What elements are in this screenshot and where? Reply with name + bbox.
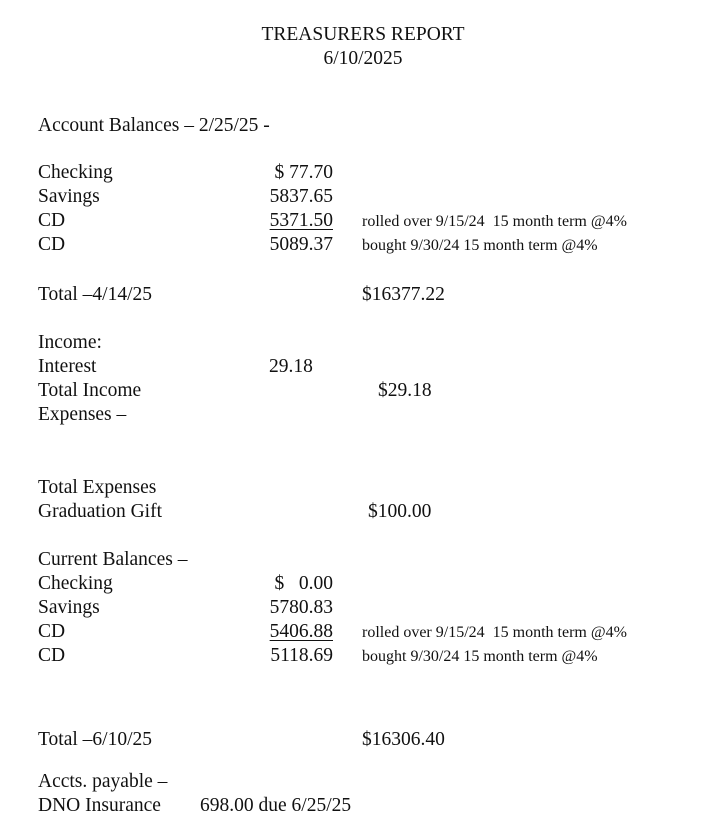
account-row-label: Savings: [38, 186, 100, 207]
current-row-amount: $ 0.00: [274, 573, 333, 594]
current-total-label: Total –6/10/25: [38, 729, 153, 750]
account-row-amount: 5371.50: [269, 210, 333, 231]
graduation-gift-value: $100.00: [368, 501, 432, 522]
current-row-note: rolled over 9/15/24 15 month term @4%: [362, 624, 627, 641]
account-row-note: rolled over 9/15/24 15 month term @4%: [362, 213, 627, 230]
prior-total-value: $16377.22: [362, 284, 445, 305]
report-title: TREASURERS REPORT: [261, 24, 465, 45]
total-income-value: $29.18: [378, 380, 432, 401]
current-row-amount: 5780.83: [269, 597, 333, 618]
account-row-amount: 5089.37: [269, 234, 333, 255]
current-row-label: CD: [38, 645, 66, 666]
graduation-gift-label: Graduation Gift: [38, 501, 163, 522]
total-expenses-label: Total Expenses: [38, 477, 157, 498]
account-row-label: CD: [38, 234, 66, 255]
expenses-heading: Expenses –: [38, 404, 127, 425]
account-balances-heading: Account Balances – 2/25/25 -: [38, 115, 270, 136]
report-date: 6/10/2025: [323, 48, 403, 69]
income-heading: Income:: [38, 332, 102, 353]
current-row-label: CD: [38, 621, 66, 642]
current-row-amount: 5406.88: [269, 621, 333, 642]
prior-total-label: Total –4/14/25: [38, 284, 153, 305]
accounts-payable-heading: Accts. payable –: [38, 771, 168, 792]
current-row-label: Checking: [38, 573, 113, 594]
interest-value: 29.18: [269, 356, 313, 377]
account-row-amount: $ 77.70: [274, 162, 333, 183]
current-row-label: Savings: [38, 597, 100, 618]
total-income-label: Total Income: [38, 380, 142, 401]
payable-item-label: DNO Insurance: [38, 795, 161, 816]
account-row-label: CD: [38, 210, 66, 231]
payable-item-value: 698.00 due 6/25/25: [200, 795, 352, 816]
account-row-note: bought 9/30/24 15 month term @4%: [362, 237, 598, 254]
current-balances-heading: Current Balances –: [38, 549, 188, 570]
interest-label: Interest: [38, 356, 97, 377]
current-row-note: bought 9/30/24 15 month term @4%: [362, 648, 598, 665]
account-row-amount: 5837.65: [269, 186, 333, 207]
account-row-label: Checking: [38, 162, 113, 183]
current-total-value: $16306.40: [362, 729, 445, 750]
current-row-amount: 5118.69: [270, 645, 333, 666]
